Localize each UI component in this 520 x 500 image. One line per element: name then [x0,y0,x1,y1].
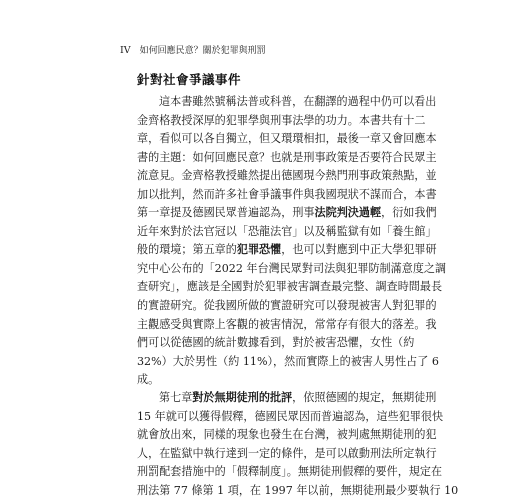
text-run: 人，在監獄中執行達到一定的條件，是可以啟動刑法所定執行 [137,446,437,460]
text-run: 15 年就可以獲得假釋，德國民眾因而普遍認為，這些犯罪很快 [137,409,444,423]
text-run: 刑罰配套措施中的「假釋制度」。無期徒刑假釋的要件，規定在 [137,465,443,479]
text-line [137,260,447,279]
text-line [137,353,439,372]
text-line [137,408,444,427]
text-run: 們可以從德國的統計數據看到，對於被害恐懼，女性（約 [137,336,415,350]
text-line [137,482,459,500]
text-line [137,112,426,131]
text-run: 近年來對於法官冠以「恐龍法官」以及稱監獄有如「養生館」 [137,224,437,238]
text-line [137,426,437,445]
text-run: 查研究」，應該是全國對於犯罪被害調查最完整、調查時間最長 [137,280,443,294]
text-run: 流意見。金齊格教授雖然提出德國現今熱門刑事政策熱點，並 [137,169,437,183]
text-run: 成。 [137,373,160,387]
text-run: 第一章提及德國民眾普遍認為，刑事 [137,206,315,220]
text-run: 主觀感受與實際上客觀的被害情況，常常存有很大的落差。我 [137,317,437,331]
text-run: ，衍如我們 [381,206,437,220]
section-heading: 針對社會爭議事件 [137,72,242,87]
text-run: ，依照德國的規定，無期徒刑 [292,391,437,404]
text-run: 刑法第 77 條第 1 項，在 1997 年以前，無期徒刑最少要執行 10 [137,483,459,497]
text-line [137,389,437,408]
bold-phrase: 犯罪恐懼 [236,243,282,257]
text-line [137,130,437,149]
text-run: 這本書雖然號稱法普或科普，在翻譯的過程中仍可以看出 [159,95,437,108]
bold-phrase: 對於無期徒刑的批評 [192,391,293,404]
text-line [137,463,443,482]
text-line [137,445,437,464]
running-title: 如何回應民意？關於犯罪與刑罰 [139,46,266,56]
text-line [137,186,437,205]
body-paragraph-2 [137,389,459,500]
text-run: 般的環境；第五章的 [137,243,237,257]
text-line [137,204,437,223]
bold-phrase: 法院判決過輕 [314,206,382,220]
running-header [120,43,266,56]
page-number: IV [120,45,131,56]
text-run: 書的主題：如何回應民意？也就是刑事政策是否要符合民眾主 [137,150,437,164]
text-run: 章，看似可以各自獨立，但又環環相扣，最後一章又會回應本 [137,132,437,146]
text-line [137,93,437,112]
text-run: 就會放出來，同樣的現象也發生在台灣，被判處無期徒刑的犯 [137,428,437,442]
text-run: 加以批判，然而許多社會爭議事件與我國現狀不謀而合，本書 [137,187,437,201]
text-run: 的實證研究。從我國所做的實證研究可以發現被害人對犯罪的 [137,299,437,313]
text-line [137,278,443,297]
text-run: 32%）大於男性（約 11%），然而實際上的被害人男性占了 6 [137,354,439,368]
text-line [137,371,397,390]
text-run: 究中心公布的「2022 年台灣民眾對司法與犯罪防制滿意度之調 [137,261,447,275]
text-line [137,167,437,186]
text-line [137,223,437,242]
text-line [137,334,415,353]
text-run: 第七章 [159,391,193,404]
text-line [137,241,437,260]
text-line [137,149,437,168]
text-line [137,316,437,335]
text-line [137,297,437,316]
body-paragraph-1 [137,93,447,390]
text-run: ，也可以對應到中正大學犯罪研 [281,243,437,257]
text-run: 金齊格教授深厚的犯罪學與刑事法學的功力。本書共有十二 [137,113,426,127]
